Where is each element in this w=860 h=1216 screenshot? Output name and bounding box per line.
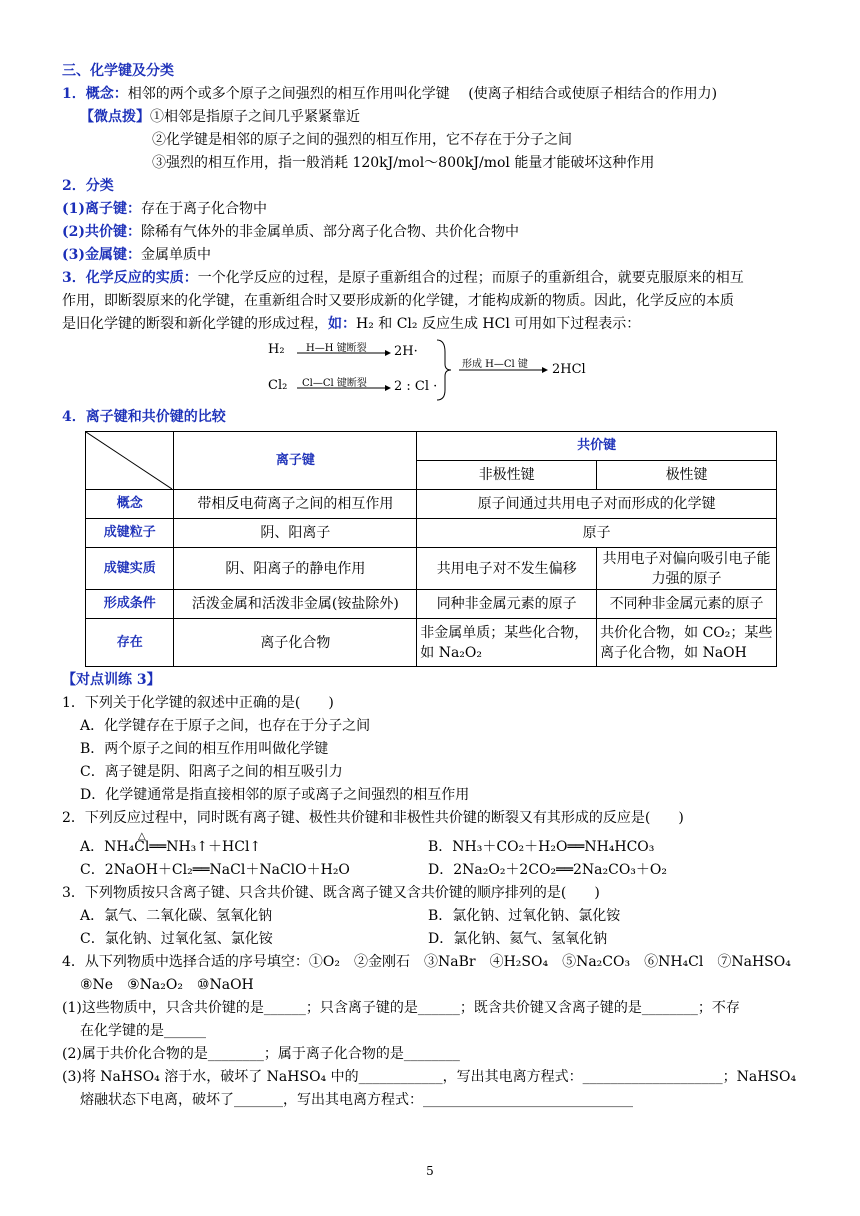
classify-label-3: (3)金属键： [62,247,141,263]
row-head-essence: 成键实质 [86,548,174,590]
cell-polar-condition: 不同种非金属元素的原子 [597,590,777,619]
classify-item-3 [62,244,802,267]
tip-item-2: ②化学键是相邻的原子之间的强烈的相互作用，它不存在于分子之间 [152,132,572,148]
cell-ionic-existence: 离子化合物 [174,619,417,667]
table-row [86,490,777,519]
heat-symbol: △ [138,831,146,842]
page-content [62,60,802,1112]
tip-item-3: ③强烈的相互作用，指一般消耗 120kJ/mol～800kJ/mol 能量才能破坏这种作用 [152,155,655,171]
diagram-cl2: Cl₂ [268,378,288,393]
cell-ionic-condition: 活泼金属和活泼非金属(铵盐除外) [174,590,417,619]
q3-option-a: A．氯气、二氧化碳、氢氧化钠 [80,908,273,924]
tip-line-1 [62,106,802,129]
essence-text-3a: 是旧化学键的断裂和新化学键的形成过程， [62,316,328,332]
cell-polar-essence: 共用电子对偏向吸引电子能力强的原子 [597,548,777,590]
row-head-condition: 形成条件 [86,590,174,619]
essence-line-1 [62,267,802,290]
diagram-product: 2HCl [552,362,586,377]
classify-title: 2．分类 [62,178,114,194]
tip-item-1: ①相邻是指原子之间几乎紧紧靠近 [150,109,360,125]
classify-text-2: 除稀有气体外的非金属单质、部分离子化合物、共价化合物中 [141,224,519,240]
classify-text-3: 金属单质中 [141,247,211,263]
cell-nonpolar-existence: 非金属单质；某些化合物，如 Na₂O₂ [417,619,597,667]
q4-stem-2: ⑧Ne ⑨Na₂O₂ ⑩NaOH [80,977,254,993]
concept-num: 1． [62,86,86,102]
essence-text-1: 一个化学反应的过程，是原子重新组合的过程；而原子的重新组合，就要克服原来的相互 [197,270,744,286]
essence-text-3c: H₂ 和 Cl₂ 反应生成 HCl 可用如下过程表示： [356,316,641,332]
reaction-diagram [62,338,802,402]
cell-polar-existence: 共价化合物，如 CO₂；某些离子化合物，如 NaOH [597,619,777,667]
q1-option-a: A．化学键存在于原子之间，也存在于分子之间 [80,718,371,734]
q4-part-1a: (1)这些物质中，只含共价键的是______；只含离子键的是______；既含共价键又含离子键的是________；不存 [62,1000,740,1016]
q2-option-c: C．2NaOH＋Cl₂══NaCl＋NaClO＋H₂O [80,862,350,878]
table-row [86,619,777,667]
q4-part-3a: (3)将 NaHSO₄ 溶于水，破坏了 NaHSO₄ 中的____________，写出其电离方程式：____________________；NaHSO₄ [62,1069,797,1085]
q3-stem: 3．下列物质按只含离子键、只含共价键、既含离子键又含共价键的顺序排列的是( ) [62,885,600,901]
q3-option-c: C．氯化钠、过氧化氢、氯化铵 [80,931,273,947]
q3-options-row-1 [62,905,802,928]
diagram-2h: 2H· [394,344,418,359]
corner-diagonal [86,432,172,489]
classify-item-2 [62,221,802,244]
classify-label-2: (2)共价键： [62,224,141,240]
q4-part-1b: 在化学键的是______ [80,1023,206,1039]
table-row [86,548,777,590]
section-title: 三、化学键及分类 [62,63,174,79]
tip-label: 【微点拨】 [80,109,150,125]
q3-option-b: B．氯化钠、过氧化钠、氯化铵 [428,908,621,924]
q1-option-d: D．化学键通常是指直接相邻的原子或离子之间强烈的相互作用 [80,787,470,803]
essence-example-label: 如： [328,316,356,332]
diagram-h2: H₂ [268,342,285,357]
header-nonpolar: 非极性键 [417,461,597,490]
q4-part-2: (2)属于共价化合物的是________；属于离子化合物的是________ [62,1046,460,1062]
table-row [86,519,777,548]
q3-option-d: D．氯化钠、氦气、氢氧化钠 [428,931,608,947]
table-corner-cell [86,432,174,490]
diagram-form: 形成 H—Cl 键 [462,359,528,370]
row-head-particles: 成键粒子 [86,519,174,548]
diagram-2cl: 2 : Cl · [394,379,438,394]
q4-part-3b: 熔融状态下电离，破坏了_______，写出其电离方程式：______________________________ [80,1092,633,1108]
header-ionic: 离子键 [174,432,417,490]
page-number: 5 [426,1164,434,1178]
q2-option-a: A．NH₄Cl══NH₃↑＋HCl↑ [80,839,262,855]
diagram-clcl-break: Cl—Cl 键断裂 [302,378,367,389]
q2-options-row-1 [62,831,802,859]
concept-label: 概念： [85,86,128,102]
exercise-title: 【对点训练 3】 [62,672,161,688]
q1-stem: 1．下列关于化学键的叙述中正确的是( ) [62,695,334,711]
q2-option-b: B．NH₃＋CO₂＋H₂O══NH₄HCO₃ [428,839,655,855]
essence-label: 3．化学反应的实质： [62,270,198,286]
compare-title: 4．离子键和共价键的比较 [62,409,226,425]
classify-text-1: 存在于离子化合物中 [141,201,267,217]
concept-text: 相邻的两个或多个原子之间强烈的相互作用叫化学键 (使离子相结合或使原子相结合的作用力) [127,86,718,102]
cell-covalent-particles: 原子 [417,519,777,548]
q4-stem-1: 4．从下列物质中选择合适的序号填空：①O₂ ②金刚石 ③NaBr ④H₂SO₄ ⑤Na₂CO₃ ⑥NH₄Cl ⑦NaHSO₄ [62,954,791,970]
concept-line [62,83,802,106]
q2-option-d: D．2Na₂O₂＋2CO₂══2Na₂CO₃＋O₂ [428,862,668,878]
classify-item-1 [62,198,802,221]
cell-ionic-concept: 带相反电荷离子之间的相互作用 [174,490,417,519]
q1-option-c: C．离子键是阴、阳离子之间的相互吸引力 [80,764,343,780]
comparison-table [85,431,777,667]
cell-nonpolar-condition: 同种非金属元素的原子 [417,590,597,619]
cell-ionic-essence: 阴、阳离子的静电作用 [174,548,417,590]
row-head-existence: 存在 [86,619,174,667]
cell-ionic-particles: 阴、阳离子 [174,519,417,548]
cell-nonpolar-essence: 共用电子对不发生偏移 [417,548,597,590]
essence-line-3 [62,313,802,336]
diagram-hh-break: H—H 键断裂 [306,343,367,354]
q3-options-row-2 [62,928,802,951]
header-covalent: 共价键 [417,432,777,461]
q1-option-b: B．两个原子之间的相互作用叫做化学键 [80,741,329,757]
cell-covalent-concept: 原子间通过共用电子对而形成的化学键 [417,490,777,519]
header-polar: 极性键 [597,461,777,490]
q2-options-row-2 [62,859,802,882]
classify-label-1: (1)离子键： [62,201,141,217]
table-row [86,590,777,619]
essence-text-2: 作用，即断裂原来的化学键，在重新组合时又要形成新的化学键，才能构成新的物质。因此，化学反应的本质 [62,293,734,309]
row-head-concept: 概念 [86,490,174,519]
q2-stem: 2．下列反应过程中，同时既有离子键、极性共价键和非极性共价键的断裂又有其形成的反应是( ) [62,810,684,826]
